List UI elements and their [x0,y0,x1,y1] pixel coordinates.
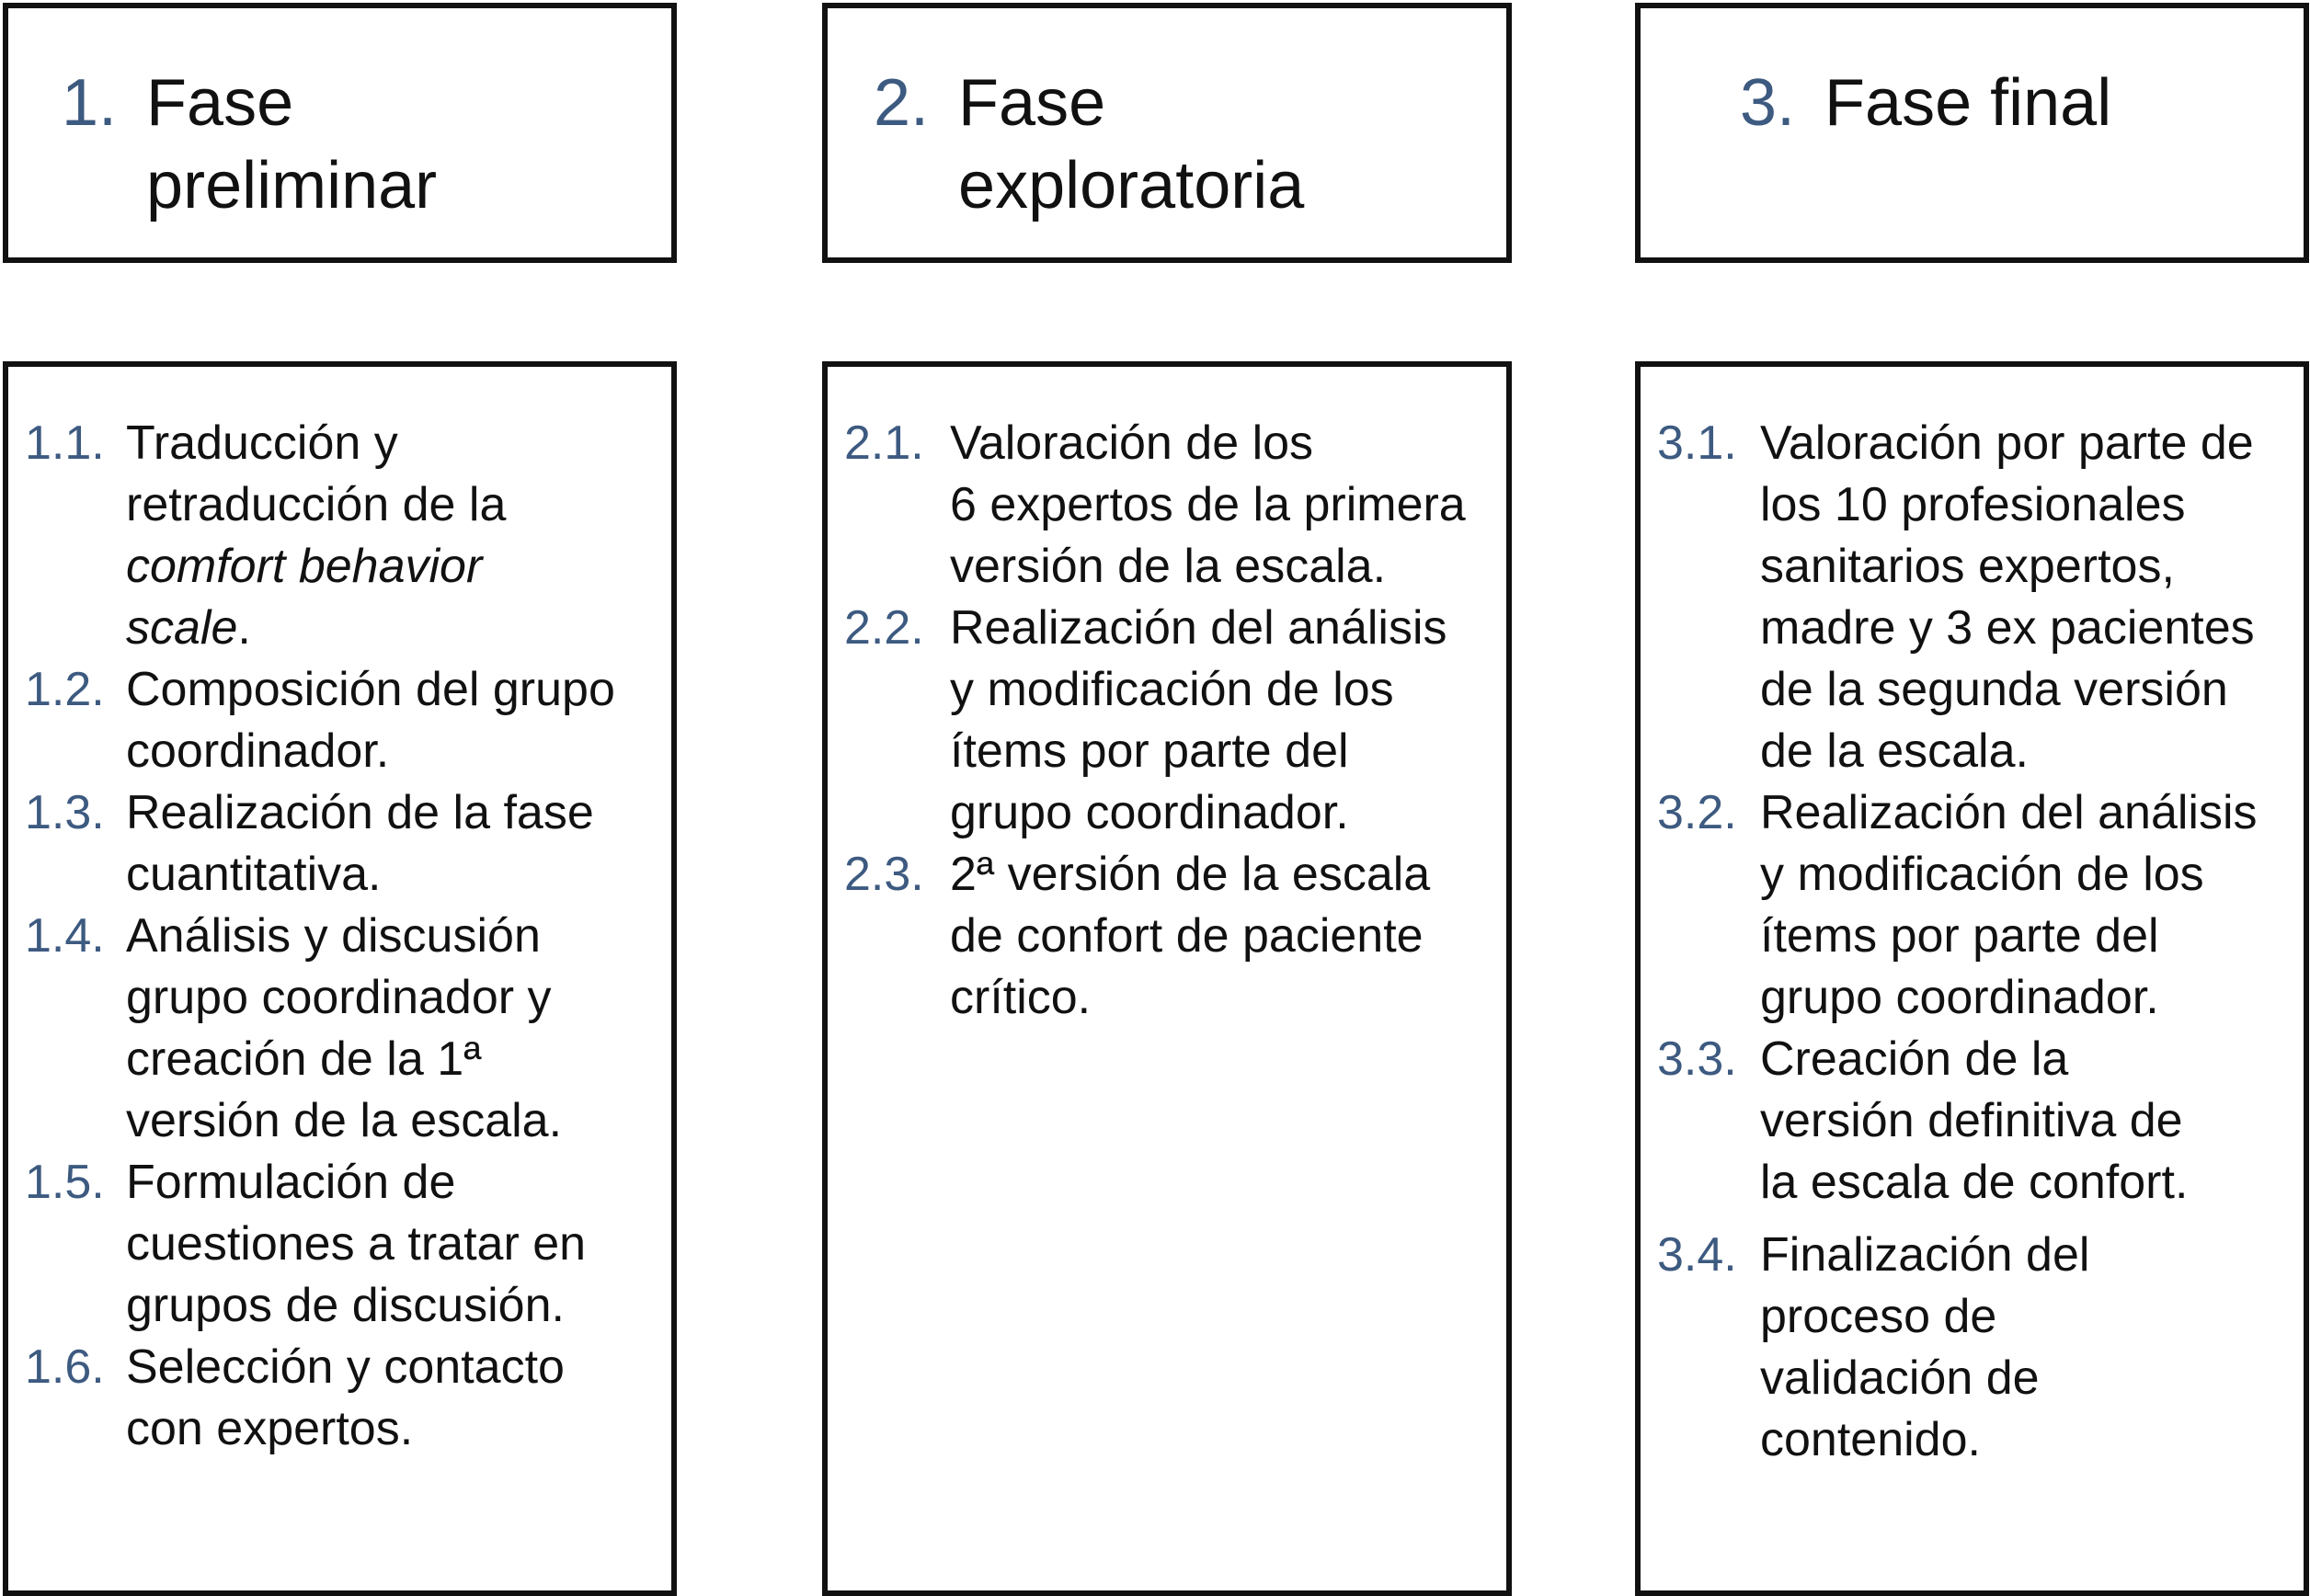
list-item [844,413,1499,598]
list-item [1657,1029,2296,1214]
list-item [25,1337,664,1460]
phase-1-title-text: Fase preliminar [146,66,438,222]
list-item [844,844,1499,1029]
phase-3-header-box [1635,3,2309,263]
phase-3-detail-box [1635,361,2309,1596]
item-text: Traducción y retraducción de la comfort behavior scale. [126,416,507,655]
phase-1-item-list [25,413,664,1460]
list-item [25,413,664,659]
list-item [1657,1225,2296,1471]
item-number: 3.2. [1657,786,1737,839]
item-number: 3.4. [1657,1228,1737,1282]
list-item [25,782,664,906]
phase-1-title [62,62,437,227]
phase-3-title-text: Fase final [1824,66,2112,140]
phase-1-number: 1. [62,66,118,140]
item-number: 1.3. [25,786,105,839]
item-text: Realización de la fase cuantitativa. [126,786,594,901]
list-item [25,659,664,782]
phase-3-number: 3. [1740,66,1796,140]
phase-2-item-list [844,413,1499,1029]
item-text: Finalización del proceso de validación de contenido. [1760,1228,2090,1466]
item-number: 2.3. [844,848,924,901]
item-number: 2.1. [844,416,924,470]
item-text: Composición del grupo coordinador. [126,663,615,778]
list-item [25,906,664,1152]
item-number: 1.1. [25,416,105,470]
phase-3-title [1740,62,2111,144]
phase-2-title [874,62,1304,227]
item-italic-text: comfort behavior scale [126,540,483,655]
item-text: Selección y contacto con expertos. [126,1340,565,1455]
phase-2-title-text: Fase exploratoria [958,66,1305,222]
item-text: Realización del análisis y modificación de los ítems por parte del grupo coordinador. [1760,786,2258,1024]
phase-2-header-box [822,3,1512,263]
phase-1-detail-box [3,361,677,1596]
item-number: 1.4. [25,909,105,963]
item-number: 1.2. [25,663,105,716]
item-number: 1.6. [25,1340,105,1394]
item-text: Análisis y discusión grupo coordinador y creación de la 1ª versión de la escala. [126,909,563,1147]
list-item [25,1152,664,1337]
item-text: Valoración de los 6 expertos de la primera versión de la escala. [950,416,1466,593]
list-item [1657,413,2296,782]
phase-2-number: 2. [874,66,930,140]
item-number: 1.5. [25,1156,105,1209]
item-text: Realización del análisis y modificación de los ítems por parte del grupo coordinador. [950,601,1447,839]
list-item [1657,782,2296,1029]
item-number: 2.2. [844,601,924,655]
item-number: 3.1. [1657,416,1737,470]
item-text: Formulación de cuestiones a tratar en grupos de discusión. [126,1156,587,1332]
phase-1-header-box [3,3,677,263]
list-item [844,598,1499,844]
phase-2-detail-box [822,361,1512,1596]
item-text: Valoración por parte de los 10 profesionales sanitarios expertos, madre y 3 ex pacientes de la segunda versión de la escala. [1760,416,2255,778]
phase-3-item-list [1657,413,2296,1471]
item-number: 3.3. [1657,1032,1737,1086]
item-text: 2ª versión de la escala de confort de paciente crítico. [950,848,1431,1024]
item-text: Creación de la versión definitiva de la escala de confort. [1760,1032,2189,1209]
